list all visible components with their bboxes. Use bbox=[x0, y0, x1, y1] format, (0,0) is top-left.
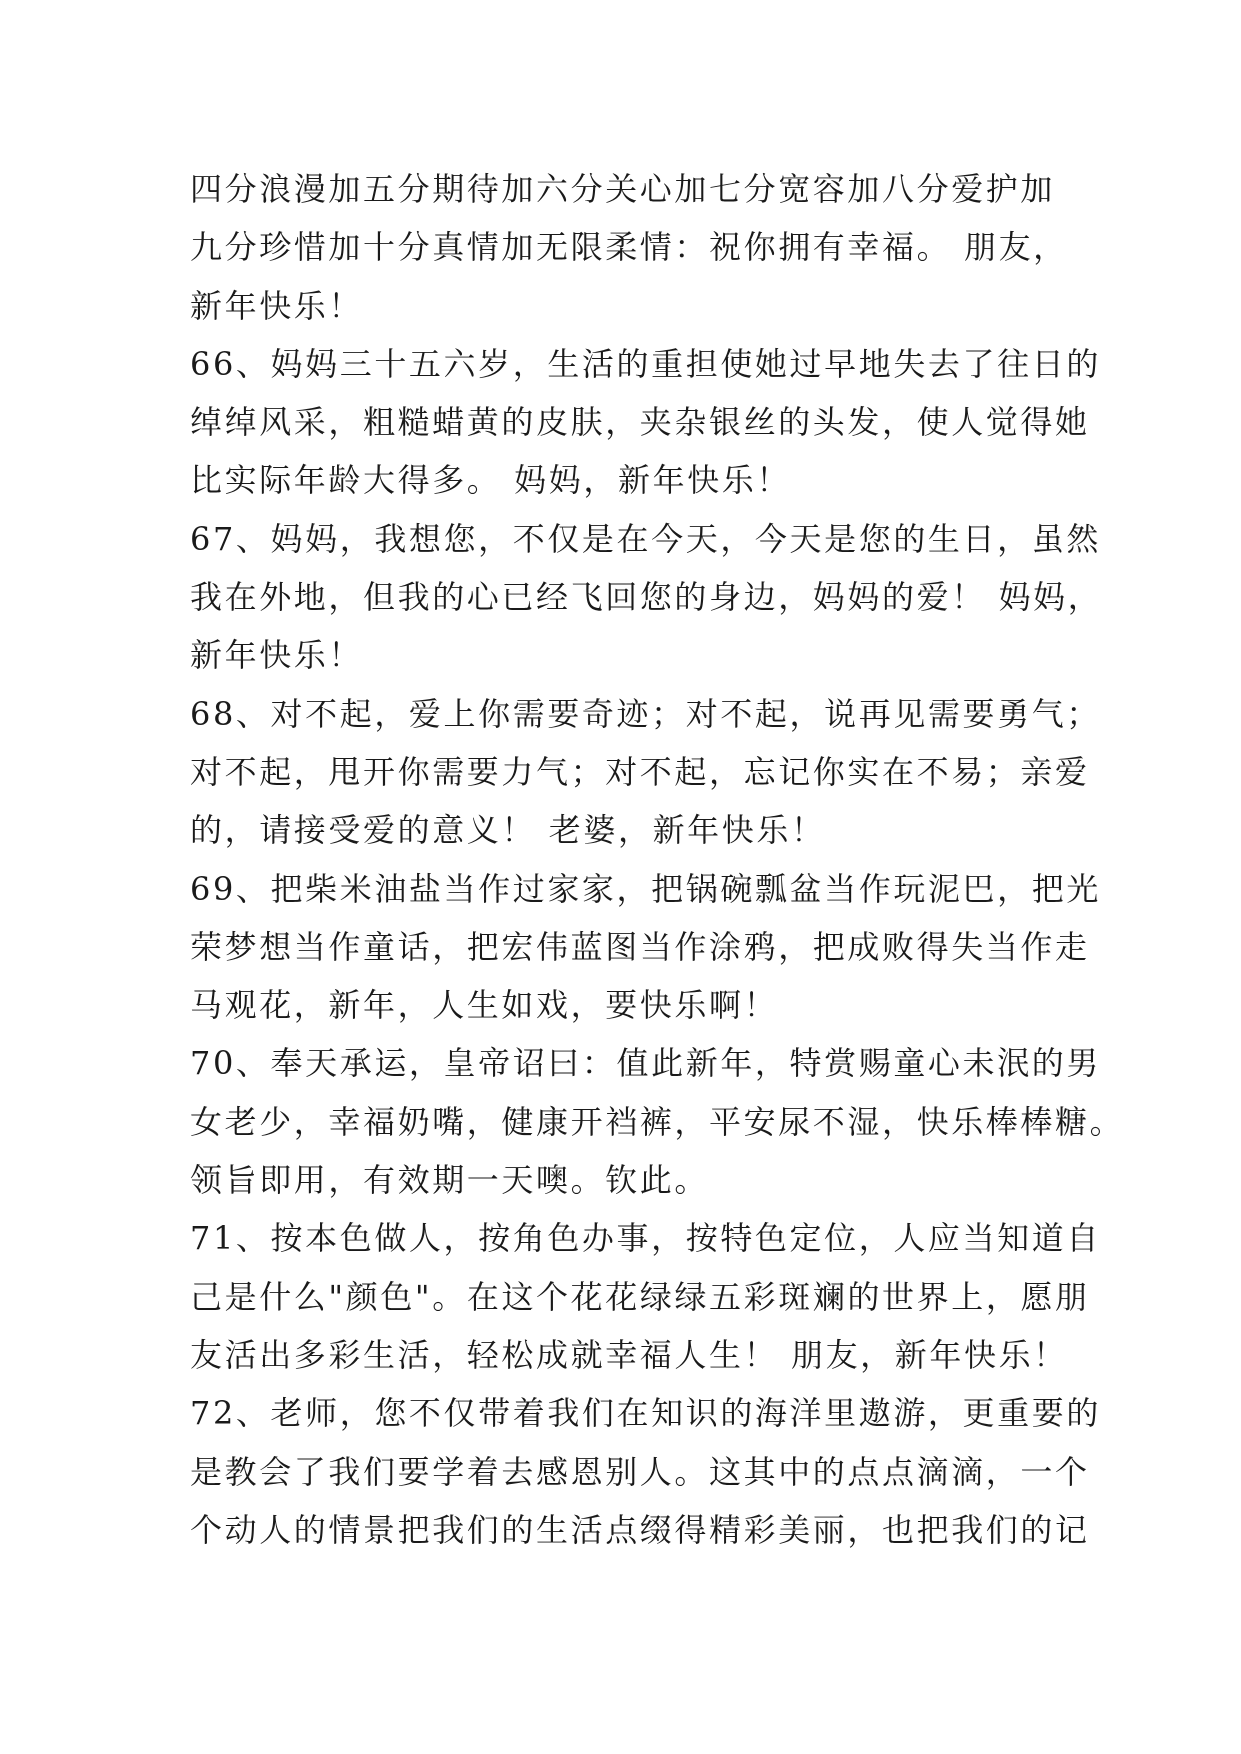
text-line: 己是什么"颜色"。在这个花花绿绿五彩斑斓的世界上，愿朋 bbox=[190, 1277, 1090, 1316]
text-line: 是教会了我们要学着去感恩别人。这其中的点点滴滴，一个 bbox=[190, 1452, 1090, 1491]
text-line: 个动人的情景把我们的生活点缀得精彩美丽，也把我们的记 bbox=[190, 1510, 1090, 1549]
text-line: 的，请接受爱的意义！ 老婆，新年快乐！ bbox=[190, 811, 826, 850]
text-line: 马观花，新年，人生如戏，要快乐啊！ bbox=[190, 986, 779, 1025]
text-line: 绰绰风采，粗糙蜡黄的皮肤，夹杂银丝的头发，使人觉得她 bbox=[190, 403, 1090, 442]
text-line: 69、把柴米油盐当作过家家，把锅碗瓢盆当作玩泥巴，把光 bbox=[190, 869, 1101, 908]
text-line: 新年快乐！ bbox=[190, 636, 364, 675]
text-line: 我在外地，但我的心已经飞回您的身边，妈妈的爱！ 妈妈， bbox=[190, 578, 1103, 617]
text-line: 70、奉天承运，皇帝诏曰：值此新年，特赏赐童心未泯的男 bbox=[190, 1044, 1101, 1083]
text-line: 荣梦想当作童话，把宏伟蓝图当作涂鸦，把成败得失当作走 bbox=[190, 927, 1090, 966]
text-line: 67、妈妈，我想您，不仅是在今天，今天是您的生日，虽然 bbox=[190, 519, 1101, 558]
text-line: 九分珍惜加十分真情加无限柔情：祝你拥有幸福。 朋友， bbox=[190, 228, 1068, 267]
text-line: 领旨即用，有效期一天噢。钦此。 bbox=[190, 1161, 710, 1200]
text-line: 女老少，幸福奶嘴，健康开裆裤，平安尿不湿，快乐棒棒糖。 bbox=[190, 1102, 1125, 1141]
text-line: 72、老师，您不仅带着我们在知识的海洋里遨游，更重要的 bbox=[190, 1394, 1101, 1433]
text-line: 新年快乐！ bbox=[190, 286, 364, 325]
text-line: 四分浪漫加五分期待加六分关心加七分宽容加八分爱护加 bbox=[190, 170, 1056, 208]
text-line: 66、妈妈三十五六岁，生活的重担使她过早地失去了往日的 bbox=[190, 344, 1101, 383]
text-line: 比实际年龄大得多。 妈妈，新年快乐！ bbox=[190, 461, 791, 500]
text-line: 对不起，甩开你需要力气；对不起，忘记你实在不易；亲爱 bbox=[190, 752, 1090, 791]
document-body bbox=[190, 160, 1125, 1559]
text-line: 68、对不起，爱上你需要奇迹；对不起，说再见需要勇气； bbox=[190, 694, 1101, 733]
text-line: 友活出多彩生活，轻松成就幸福人生！ 朋友，新年快乐！ bbox=[190, 1335, 1068, 1374]
text-line: 71、按本色做人，按角色办事，按特色定位，人应当知道自 bbox=[190, 1219, 1101, 1258]
